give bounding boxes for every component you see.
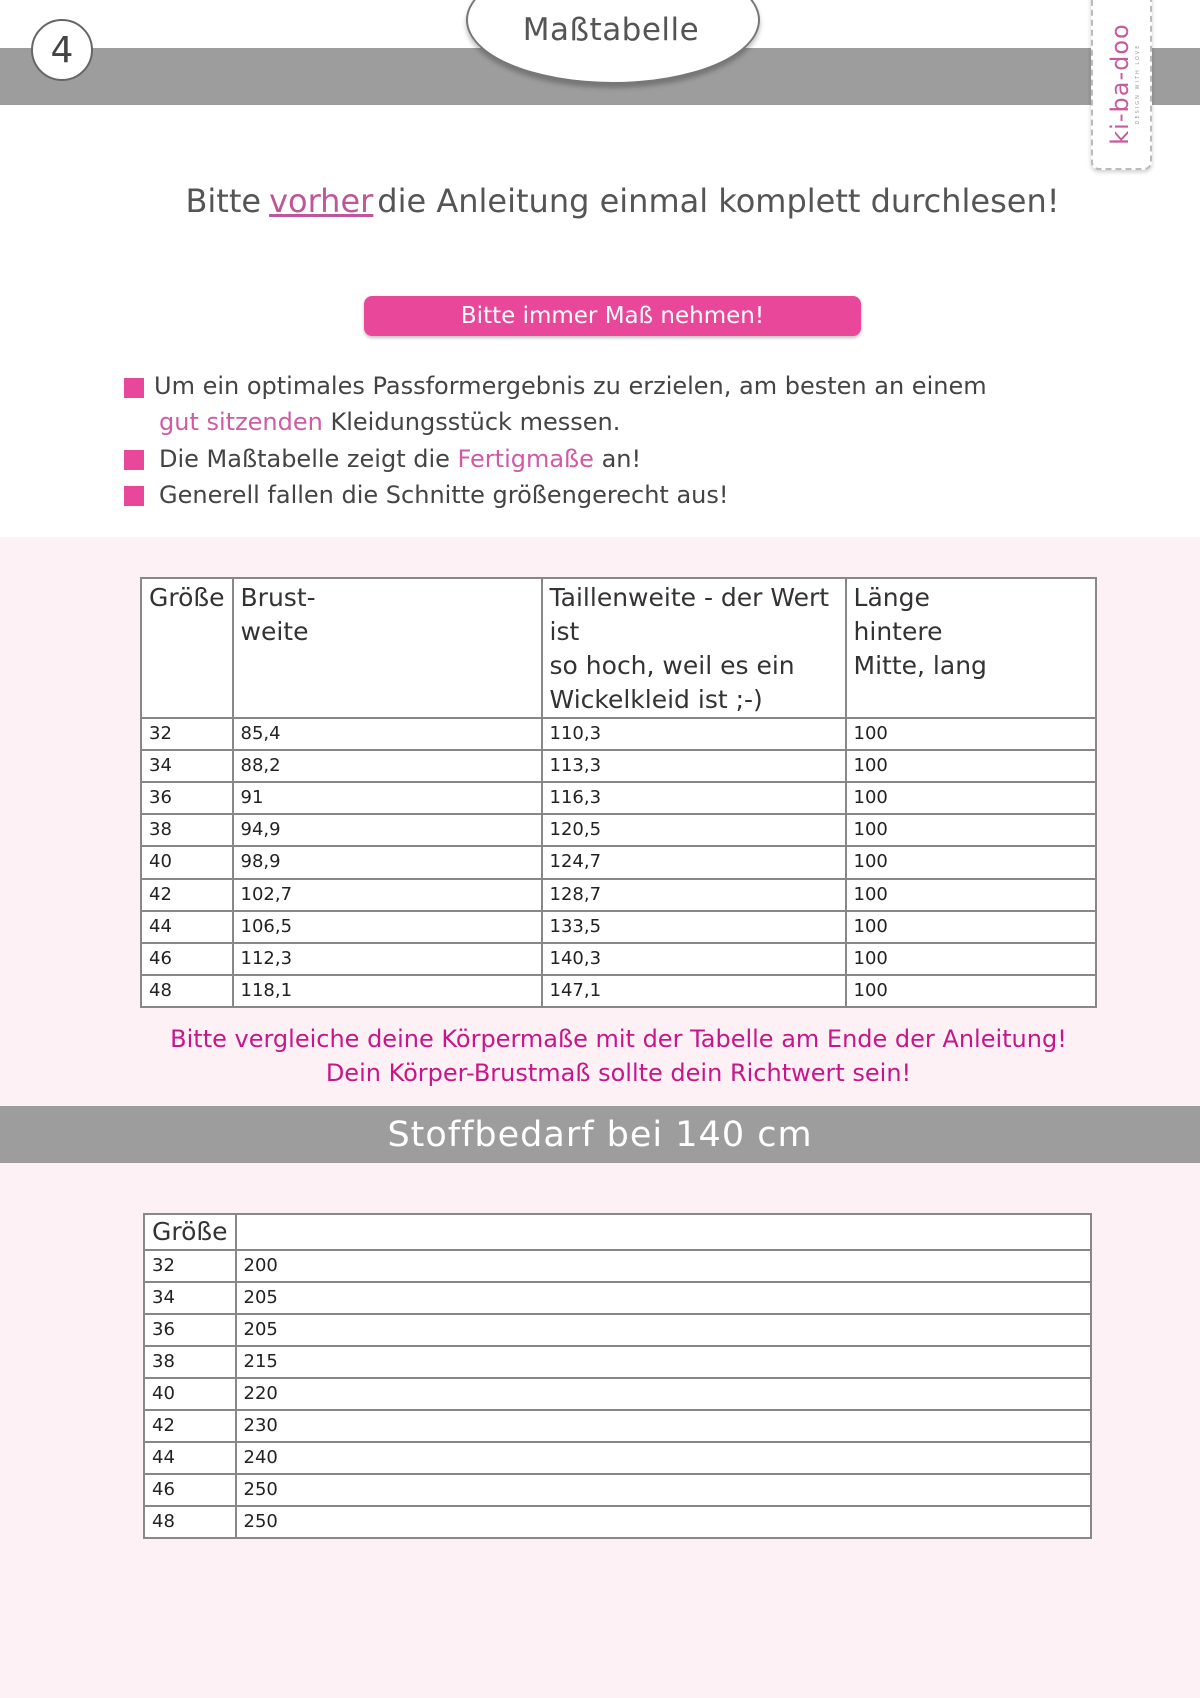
table-row bbox=[144, 1474, 1091, 1506]
table-cell: 220 bbox=[236, 1378, 1091, 1410]
table-cell: 113,3 bbox=[542, 750, 846, 782]
bullet-3: Generell fallen die Schnitte größengerecht aus! bbox=[159, 481, 729, 509]
table-cell: 36 bbox=[144, 1314, 236, 1346]
fabric-title-bar: Stoffbedarf bei 140 cm bbox=[0, 1106, 1200, 1163]
table-cell: 140,3 bbox=[542, 943, 846, 975]
header-amount bbox=[236, 1214, 1091, 1250]
table-cell: 48 bbox=[144, 1506, 236, 1538]
table-cell: 100 bbox=[846, 879, 1096, 911]
table-cell: 100 bbox=[846, 975, 1096, 1007]
table-cell: 44 bbox=[141, 911, 233, 943]
table-cell: 34 bbox=[141, 750, 233, 782]
table-row bbox=[141, 750, 1096, 782]
table-row bbox=[144, 1314, 1091, 1346]
table-cell: 85,4 bbox=[233, 718, 542, 750]
header-size: Größe bbox=[144, 1214, 236, 1250]
table-cell: 100 bbox=[846, 782, 1096, 814]
header-waist: Taillenweite - der Wert ist so hoch, weil es ein Wickelkleid ist ;-) bbox=[542, 578, 846, 718]
table-row bbox=[141, 814, 1096, 846]
table-cell: 88,2 bbox=[233, 750, 542, 782]
table-cell: 40 bbox=[141, 846, 233, 879]
measurement-table-body bbox=[141, 718, 1096, 1007]
table-cell: 100 bbox=[846, 750, 1096, 782]
table-row bbox=[141, 718, 1096, 750]
logo bbox=[1094, 12, 1146, 157]
table-row bbox=[144, 1378, 1091, 1410]
bullet-2: Die Maßtabelle zeigt die Fertigmaße an! bbox=[159, 445, 642, 473]
table-cell: 120,5 bbox=[542, 814, 846, 846]
table-cell: 147,1 bbox=[542, 975, 846, 1007]
page-number: 4 bbox=[31, 19, 93, 81]
table-cell: 100 bbox=[846, 718, 1096, 750]
table-row bbox=[144, 1346, 1091, 1378]
table-cell: 38 bbox=[141, 814, 233, 846]
table-cell: 42 bbox=[144, 1410, 236, 1442]
table-cell: 230 bbox=[236, 1410, 1091, 1442]
header-bust: Brust- weite bbox=[233, 578, 542, 718]
table-cell: 205 bbox=[236, 1314, 1091, 1346]
table-cell: 205 bbox=[236, 1282, 1091, 1314]
table-cell: 42 bbox=[141, 879, 233, 911]
table-cell: 124,7 bbox=[542, 846, 846, 879]
compare-line-1: Bitte vergleiche deine Körpermaße mit der Tabelle am Ende der Anleitung! bbox=[170, 1025, 1067, 1053]
measurement-table bbox=[140, 577, 1097, 1008]
bullet-1-line-2: gut sitzenden Kleidungsstück messen. bbox=[159, 408, 621, 436]
table-cell: 250 bbox=[236, 1506, 1091, 1538]
table-header-row bbox=[141, 578, 1096, 718]
table-row bbox=[141, 943, 1096, 975]
table-cell: 106,5 bbox=[233, 911, 542, 943]
table-cell: 34 bbox=[144, 1282, 236, 1314]
table-row bbox=[141, 975, 1096, 1007]
table-cell: 36 bbox=[141, 782, 233, 814]
table-cell: 46 bbox=[144, 1474, 236, 1506]
table-cell: 200 bbox=[236, 1250, 1091, 1282]
table-header-row bbox=[144, 1214, 1091, 1250]
intro-emphasis: vorher bbox=[269, 182, 374, 220]
table-cell: 44 bbox=[144, 1442, 236, 1474]
table-cell: 118,1 bbox=[233, 975, 542, 1007]
table-row bbox=[144, 1442, 1091, 1474]
logo-text: ki-ba-doo bbox=[1106, 23, 1134, 145]
header-size: Größe bbox=[141, 578, 233, 718]
page-title: Maßtabelle bbox=[522, 12, 700, 48]
table-cell: 250 bbox=[236, 1474, 1091, 1506]
table-row bbox=[144, 1506, 1091, 1538]
bullet-marker bbox=[124, 486, 144, 506]
table-cell: 116,3 bbox=[542, 782, 846, 814]
table-cell: 240 bbox=[236, 1442, 1091, 1474]
logo-tagline: DESIGN WITH LOVE bbox=[1135, 43, 1141, 125]
table-cell: 110,3 bbox=[542, 718, 846, 750]
table-cell: 46 bbox=[141, 943, 233, 975]
table-cell: 32 bbox=[144, 1250, 236, 1282]
table-cell: 215 bbox=[236, 1346, 1091, 1378]
table-cell: 40 bbox=[144, 1378, 236, 1410]
bullet-marker bbox=[124, 450, 144, 470]
table-row bbox=[141, 879, 1096, 911]
table-cell: 100 bbox=[846, 846, 1096, 879]
table-cell: 102,7 bbox=[233, 879, 542, 911]
table-row bbox=[141, 846, 1096, 879]
table-cell: 94,9 bbox=[233, 814, 542, 846]
table-cell: 133,5 bbox=[542, 911, 846, 943]
bullet-marker bbox=[124, 378, 144, 398]
notice-banner: Bitte immer Maß nehmen! bbox=[364, 296, 861, 336]
header-length: Länge hintere Mitte, lang bbox=[846, 578, 1096, 718]
fabric-table-body bbox=[144, 1250, 1091, 1538]
table-cell: 32 bbox=[141, 718, 233, 750]
bullet-1-line-1: Um ein optimales Passformergebnis zu erzielen, am besten an einem bbox=[154, 372, 987, 400]
fabric-table bbox=[143, 1213, 1092, 1539]
table-cell: 112,3 bbox=[233, 943, 542, 975]
table-row bbox=[144, 1410, 1091, 1442]
table-cell: 48 bbox=[141, 975, 233, 1007]
intro-text: Bitte vorher die Anleitung einmal komplett durchlesen! bbox=[185, 182, 1060, 220]
table-cell: 100 bbox=[846, 943, 1096, 975]
table-row bbox=[144, 1250, 1091, 1282]
compare-line-2: Dein Körper-Brustmaß sollte dein Richtwert sein! bbox=[325, 1059, 912, 1087]
table-cell: 98,9 bbox=[233, 846, 542, 879]
table-cell: 38 bbox=[144, 1346, 236, 1378]
table-row bbox=[144, 1282, 1091, 1314]
table-cell: 128,7 bbox=[542, 879, 846, 911]
table-cell: 100 bbox=[846, 814, 1096, 846]
table-cell: 91 bbox=[233, 782, 542, 814]
table-row bbox=[141, 782, 1096, 814]
table-cell: 100 bbox=[846, 911, 1096, 943]
table-row bbox=[141, 911, 1096, 943]
compare-note bbox=[0, 1022, 1200, 1090]
